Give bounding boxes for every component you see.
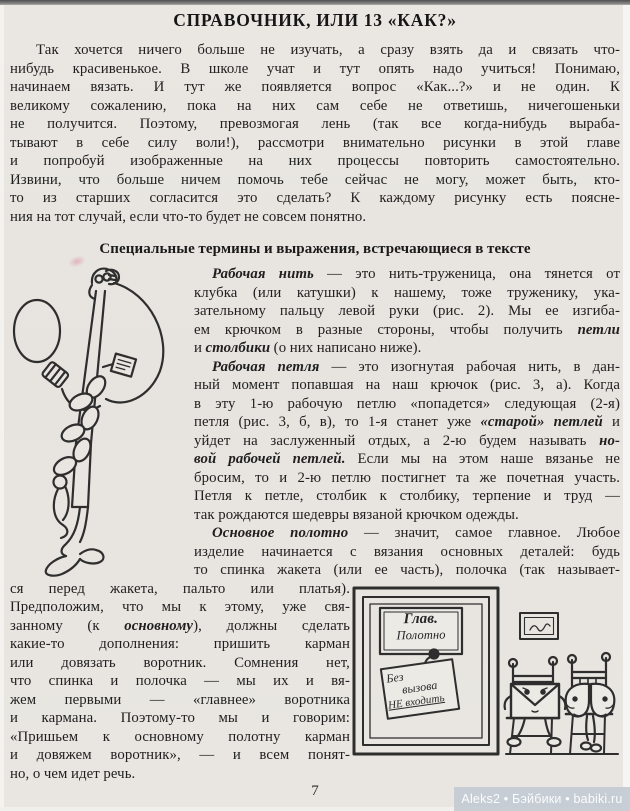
text-line: «Пришьем к основному полотну карман: [10, 728, 350, 745]
text-line: петля (рис. 3, б, в), то 1-я станет уже «старой» петлей и: [194, 414, 620, 430]
text-line: Предположим, что мы к этому, уже свя-: [10, 599, 350, 615]
door-scene-illustration: [350, 580, 620, 780]
watermark: Aleks2 • Бэйбики • babiki.ru: [454, 787, 630, 811]
text-line: Рабочая петля — это изогнутая рабочая нить, в дан-: [212, 358, 620, 375]
yarn-tail: [54, 489, 67, 538]
text-line: Петля к петле, столбик к столбику, терпение и труд —: [194, 488, 620, 504]
yarn-loop: [106, 283, 163, 403]
text-line: и попробуй изображенные на них процессы повторить самостоятельно.: [10, 153, 620, 169]
text-line: и довяжем воротник», — и всем понят-: [10, 747, 350, 763]
door: [354, 588, 498, 754]
crochet-hook-character-illustration: [10, 267, 188, 578]
text-line: то из старших согласится это сделать? К каждому рисунку есть поясне-: [10, 190, 620, 206]
text-line: великому сожалению, пока на них сам себе не ответишь, ничегошеньки: [10, 97, 620, 114]
text-line: ем крючком в разные стороны, чтобы получить петли: [194, 321, 620, 338]
bottom-text: [10, 580, 350, 784]
foot-right: [80, 549, 103, 563]
text-line: вой рабочей петлей. Если мы на этом наше вязанье не: [194, 451, 620, 467]
door-sign-line2: Полотно: [396, 627, 446, 642]
text-line: какие-то дополнения: пришить карман: [10, 636, 350, 652]
foot-left: [46, 556, 80, 576]
text-line: зательному пальцу левой руки (рис. 2). Мы ее изгиба-: [194, 303, 620, 319]
text-line: что спинка и полочка — мы их и вя-: [10, 673, 350, 689]
text-line: уйдет на заслуженный отдых, а 2-ю будем называть но-: [194, 432, 620, 449]
text-line: тывают в себе силу воли!), рассмотри внимательно рисунки в этой главе: [10, 134, 620, 151]
intro-paragraph: [10, 41, 620, 226]
text-line: нибудь красивенькое. В школе учат и тут опять надо учиться! Понимаю,: [10, 60, 620, 77]
text-line: в эту 1-ю рабочую петлю «попадется» следующая (2-я): [194, 395, 620, 412]
text-line: бросим, то и 2-ю петлю постигнет та же почетная участь.: [194, 469, 620, 486]
text-line: Так хочется ничего больше не изучать, а сразу взять да и связать что-: [36, 42, 620, 58]
scan-edge-top: [0, 0, 630, 5]
text-line: ся перед жакета, пальто или платья).: [10, 580, 350, 597]
text-line: ный момент попавшая на наш крючок (рис. 3, а). Когда: [194, 377, 620, 393]
crochet-hook-drawing: [10, 267, 188, 578]
text-line: клубка (или катушки) к нашему, тоже труженику, ука-: [194, 284, 620, 301]
text-line: но, о чем идет речь.: [10, 765, 136, 782]
tag: [111, 354, 136, 377]
text-line: ния на тот случай, если что-то будет не совсем понятно.: [10, 208, 367, 225]
door-note-line1: Без: [385, 668, 405, 686]
magnifier-handle: [41, 361, 69, 388]
bottom-section: [10, 580, 620, 784]
text-line: и кармана. Поэтому-то мы и говорим:: [10, 710, 350, 726]
text-line: так рождаются шедевры вязаной крючком одежды.: [194, 506, 519, 523]
picture-frame: [520, 613, 558, 639]
text-line: и столбики (о них написано ниже).: [194, 340, 422, 356]
text-line: Основное полотно — значит, самое главное. Любое: [212, 525, 620, 541]
text-line: начинаем вязать. И тут же появляется вопрос «Как...?» и не один. К: [10, 79, 620, 95]
door-note-line2: вызова: [401, 677, 439, 697]
text-line: не получится. Поэтому, превозмогая лень (так все когда-нибудь выраба-: [10, 116, 620, 132]
terms-section: [10, 265, 620, 580]
text-line: жем первыми — «главнее» воротника: [10, 691, 350, 708]
page-number: 7: [311, 783, 319, 799]
door-sign-line1: Глав.: [403, 610, 439, 627]
text-line: изделие начинается с вязания основных деталей: будь: [194, 543, 620, 560]
door-scene-drawing: [350, 584, 622, 776]
text-line: занному (к основному), должны сделать: [10, 617, 350, 634]
page-title: СПРАВОЧНИК, ИЛИ 13 «КАК?»: [173, 10, 457, 30]
magnifier-glass: [14, 300, 60, 362]
section-heading: Специальные термины и выражения, встречающиеся в тексте: [99, 241, 531, 257]
door-sign-frame: [380, 608, 462, 654]
text-line: Рабочая нить — это нить-труженица, она тянется от: [212, 266, 620, 282]
door-note-paper: [381, 659, 459, 719]
text-line: то спинка жакета (или ее часть), полочка (так называет-: [194, 562, 620, 578]
text-line: Извини, что больше ничем помочь тебе сейчас не могу, может быть, кто-: [10, 171, 620, 188]
leg: [62, 507, 81, 556]
text-line: или довязать воротник. Сомнения нет,: [10, 654, 350, 671]
door-note-line3: НЕ входить: [387, 691, 446, 712]
